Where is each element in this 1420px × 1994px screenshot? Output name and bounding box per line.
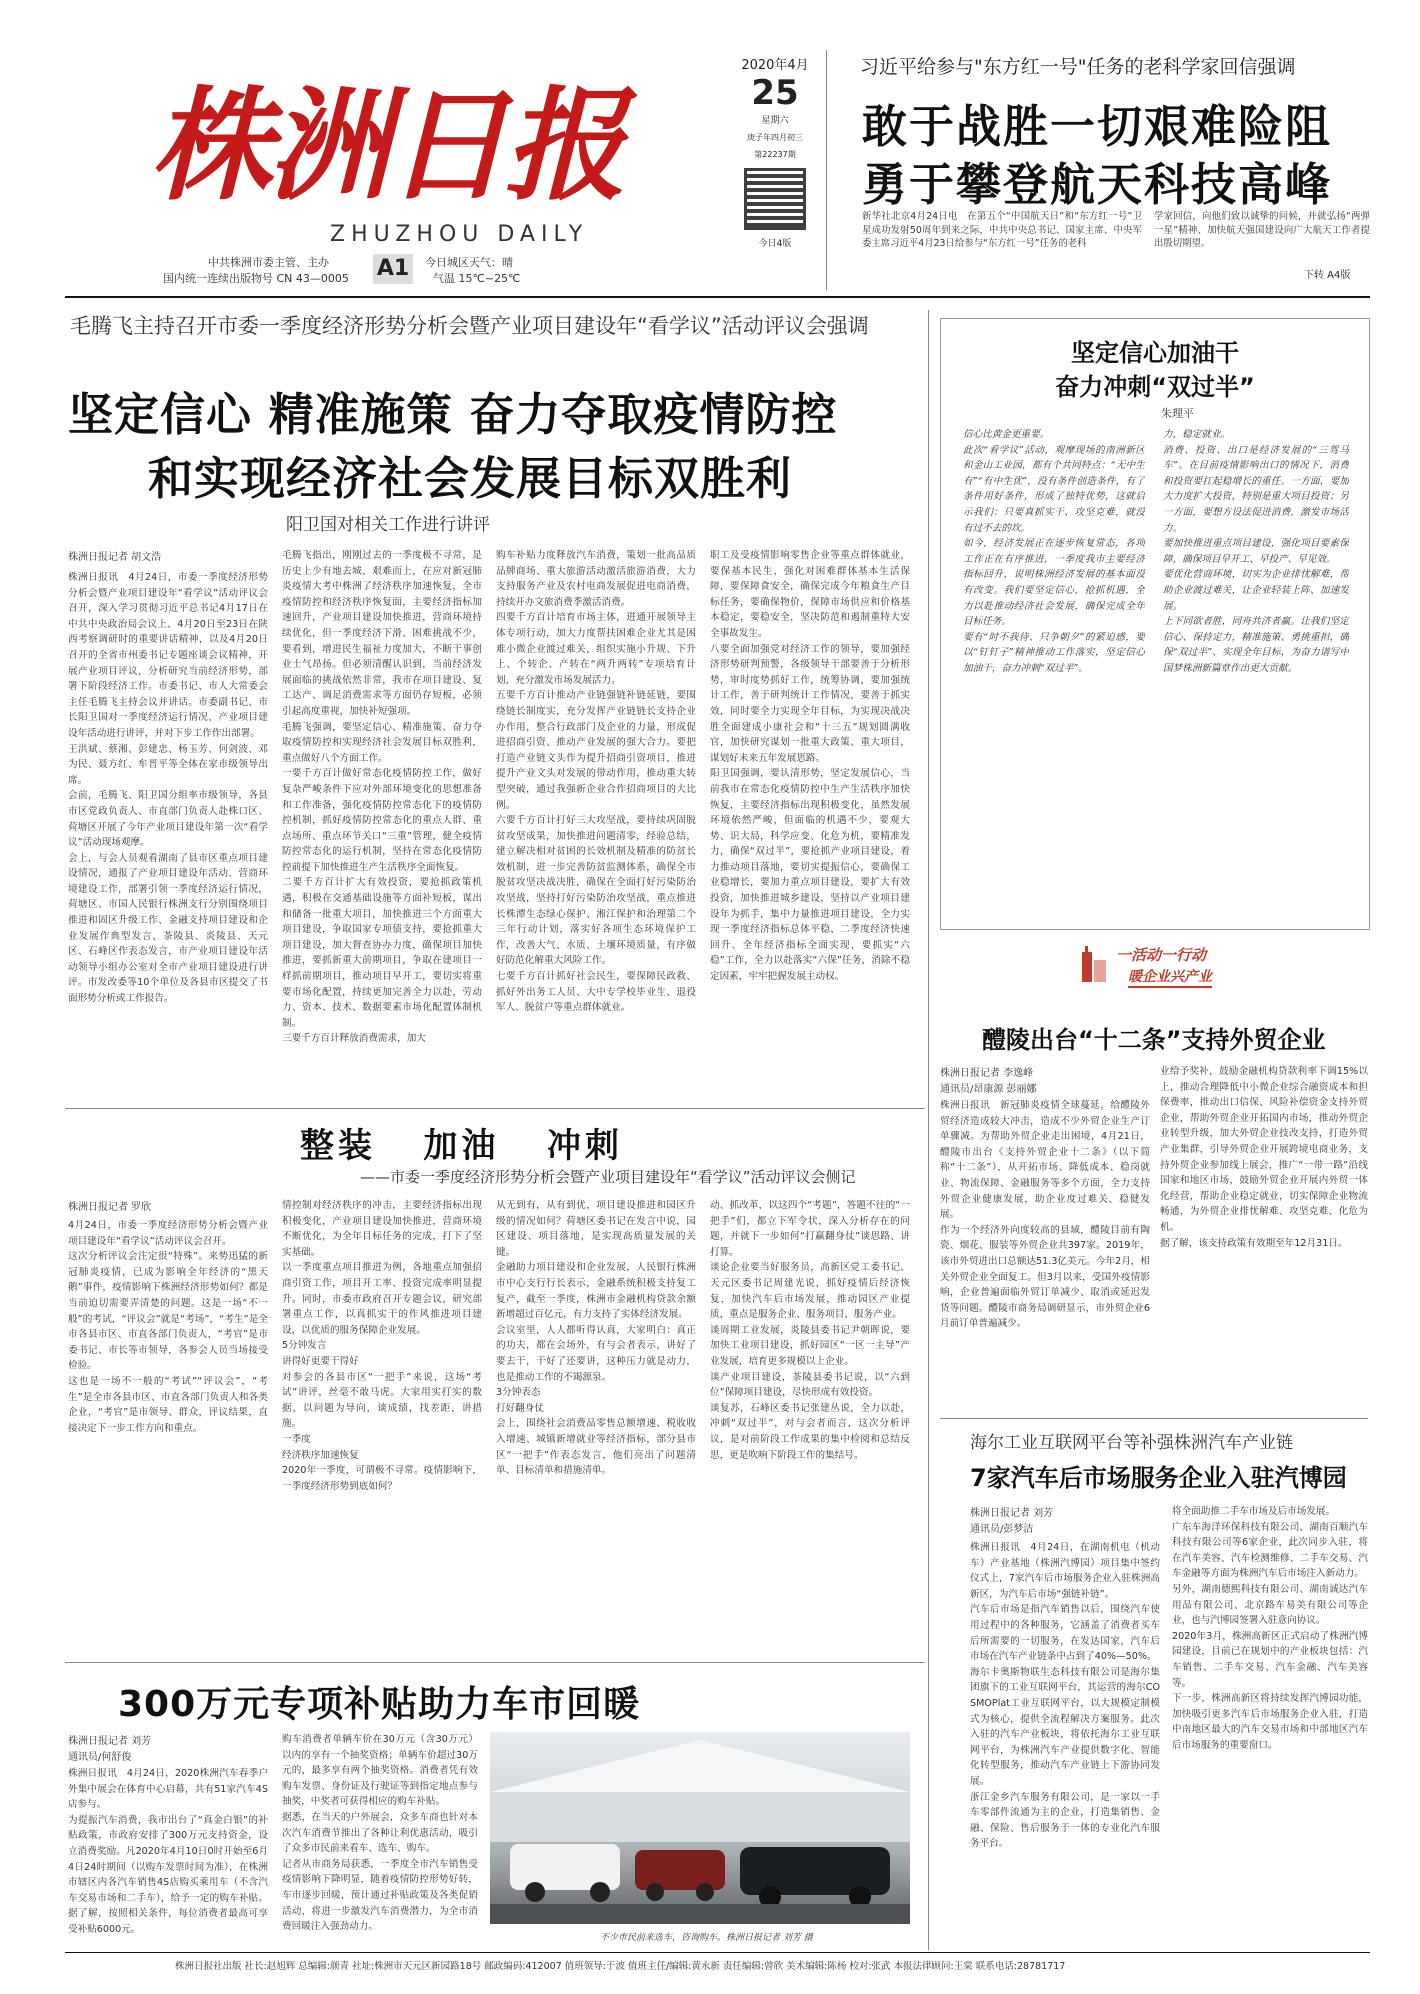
auto-platform-headline: 7家汽车后市场服务企业入驻汽博园 bbox=[970, 1464, 1347, 1492]
factory-icon bbox=[1080, 946, 1108, 984]
editorial-box bbox=[940, 318, 1370, 930]
bottom-divider-right bbox=[928, 1420, 929, 1950]
feature-subhead: ——市委一季度经济形势分析会暨产业项目建设年“看学议”活动评议会侧记 bbox=[360, 1168, 856, 1186]
industry-col2: 业给予奖补，鼓励金融机构贷款利率下调15%以上，推动合理降低中小微企业综合融资成本和担保费率，推动出口信保、风险补偿资金支持外贸企业，帮助外贸企业开拓国内市场，推动外贸企业转型升级，加大外贸企业技改支持，打造外贸产业集群，引导外贸企业开展跨境电商业务，支持外贸企业参加线上展会，推广“一带一路”沿线国家和地区市场，鼓励外贸企业开展内外贸一体化经营，帮助企业稳定就业，切实保障企业物流畅通，为外贸企业排忧解难、攻坚克难、化危为机。 据了解，该支持政策有效期至年12月31日。 bbox=[1160, 1066, 1368, 1249]
header-rule bbox=[65, 296, 1370, 298]
auto-platform-col1: 株洲日报讯 4月24日，在湖南机电（机动车）产业基地（株洲汽博园）项目集中签约仪式上，7家汽车后市场服务企业入驻株洲高新区，为汽车后市场“强链补链”。 汽车后市场是指汽车销售以后，围绕汽车使用过程中的各种服务，它涵盖了消费者买车后所需要的一切服务，在发达国家，汽车后市场在汽车产业链条中占到了40%—50%。 海尔卡奥斯物联生态科技有限公司是海尔集团旗下的工业互联网平台，其运营的海尔COSMOPlat工业互联网平台，以大规模定制模式为核心，提供全流程解决方案服务。此次入驻的汽车产业板块，将依托海尔工业互联网平台，为株洲汽车产业提供数字化、智能化转型服务，推动汽车产业链上下游协同发展。 浙江金乡汽车服务有限公司，是一家以一手车零部件流通为主的企业，打造集销售、金融、保险、售后服务于一体的专业化汽车服务平台。 bbox=[970, 1542, 1160, 1850]
masthead-title: 株洲日报 bbox=[150, 73, 622, 217]
auto-platform-col2: 将全面助推二手车市场及后市场发展。 广东车海洋环保科技有限公司、湖南百顺汽车科技有限公司等6家企业，此次同步入驻，将在汽车美容、汽车检测维修、二手车交易、汽车金融等方面为株洲汽车后市场注入新动力。 另外，湖南德熙科技有限公司、湖南诚达汽车用品有限公司、北京路车易美有限公司等企业，也与汽博园签署入驻意向协议。 2020年3月，株洲高新区正式启动了株洲汽博园建设，目前已在规划中的产业板块包括：汽车销售、二手车交易、汽车金融、汽车美容等。 下一步，株洲高新区将持续发挥汽博园功能，加快吸引更多汽车后市场服务企业入驻，打造中南地区最大的汽车交易市场和中部地区汽车后市场服务的重要窗口。 bbox=[1172, 1506, 1368, 1751]
weekday: 星期六 bbox=[761, 116, 789, 126]
industry-headline: 醴陵出台“十二条”支持外贸企业 bbox=[982, 1026, 1326, 1054]
lead-col1: 株洲日报讯 4月24日，市委一季度经济形势分析会暨产业项目建设年“看学议”活动评议会召开，深入学习贯彻习近平总书记4月17日在中共中央政治局会议上、4月20日至23日在陕西考察调研时的重要讲话精神，以及4月20日召开的全省市州委书记专题座谈会议精神，开展产业项目评议，分析研究当前经济形势，部署下阶段经济工作。市委书记、市人大常委会主任毛腾飞主持会议并讲话。市委副书记、市长阳卫国对一季度经济运行情况、产业项目建设年活动进行讲评，并对下步工作作出部署。 王洪斌、蔡湘、彭建忠、杨玉芳、何剑波、邓为民、聂方红、牟晋平等全体在家市级领导出席。 会前，毛腾飞、阳卫国分组率市级领导，各县市区党政负责人、市直部门负责人赴株口区、荷塘区开展了今年产业项目建设年第一次“看学议”活动现场观摩。 会上，与会人员观看湖南了县市区重点项目建设情况，通报了产业项目建设年活动、营商环境建设工作，部署引领一季度经济运行情况，荷塘区、市国人民银行株洲支行分别围绕项目推进和固区升级工作、金融支持项目建设和企业发展作典型发言，茶陵县、炎陵县、天元区、石峰区作表态发言，市产业项目建设年活动领导小组办公室对全市产业项目建设进行讲评。市发改委等10个单位及各县市区提交了书面形势分析或工作报告。 bbox=[68, 572, 268, 1005]
lead-headline1: 坚定信心 精准施策 奋力夺取疫情防控 bbox=[68, 388, 838, 441]
weather-line2: 气温 15℃~25℃ bbox=[433, 272, 521, 285]
industry-byline2: 通讯员/昂康源 彭丽娜 bbox=[940, 1084, 1037, 1095]
editorial-col1: 信心比黄金更重要。 此次“看学议”活动，观摩现场的南洲新区和金山工业园，都有个共同特点：“无中生有”“有中生优”，没有条件创造条件，有了条件用好条件，形成了独特优势，这就启示我们：只要真抓实干、攻坚克难，就没有过不去的坎。 如今，经济发展正在逐步恢复常态，各项工作正在有序推进，一季度我市主要经济指标回升，说明株洲经济发展的基本面没有改变。我们要坚定信心，抢抓机遇，全力以赴推动经济社会发展，确保完成全年目标任务。 要有“时不我待、只争朝夕”的紧迫感，要以“钉钉子”精神推动工作落实，坚定信心加油干，奋力冲刺“双过半”。 bbox=[963, 429, 1145, 674]
lead-col3: 购车补贴力度释放汽车消费，策划一批高品质品牌商场、重大旅游活动激活旅游消费，大力支持服务产业及农村电商发展促进电商消费，持续开办文旅消费季激活消费。 四要千方百计培育市场主体，进通开展领导主体专项行动，加大力度帮扶困难企业尤其是困难小微企业渡过难关，组织实施小升规、下升上、个转企、产转在“两升两转”专项培育计划，充分激发市场发展活力。 五要千方百计推动产业链强链补链延链，要围绕链长制度实，充分发挥产业链链长支持企业办作用，整合行政部门及企业的力量，形成促进招商引资、推动产业发展的强大合力。要把打造产业链文头作为提升招商引资项目，推进提升产业文头对发展的带动作用，推动重大转型突破，通过我强新企业合作招商项目的大比例。 六要千方百计打好三大攻坚战，要持续巩固脱贫攻坚成果，加快推进问题清零，经验总结，建立解决相对贫困的长效机制及精准的防贫长效机制，进一步完善防贫监测体系，确保全市脱贫攻坚决战决胜，确保在全面打好污染防治攻坚战，坚持打好污染防治攻坚战，重点推进长株潭生态绿心保护、湘江保护和治理第二个三年行动计划，落实好各项生态环境保护工作，改善大气、水质、土壤环境质量，有序做好防范化解重大风险工作。 七要千方百计抓好社会民生，要保障民政救、抓好外出务工人员、大中专学校毕业生、退役军人、脱贫户等重点群体就业。 bbox=[496, 550, 696, 1014]
feature-col4: 动、抓改革，以这四个“考题”，答题不往的“一把手”们，都立下军令状，深入分析存在的问题，并就下一步如何“打赢翻身仗”谈思路、讲打算。 谈论企业要当好服务员，高新区党工委书记、天元区委书记周建光说，抓好疫情后经济恢复，加快汽车后市场发展，推动园区产业提质，重点是服务企业、服务项目、服务产业。 谈周期工业发展，炎陵县委书记尹朝晖说，要加快工业项目建设，抓好园区“一区一主导”产业发展，培育更多规模以上企业。 谈产业项目建设，茶陵县委书记说，以“六到位”保障项目建设，尽快形成有效投资。 谈复苏，石峰区委书记张建丛说，全力以赴，冲刺“双过半”，对与会者而言，这次分析评议，是对前阶段工作成果的集中检阅和总结反思，更是吹响下阶段工作的集结号。 bbox=[710, 1200, 910, 1461]
lead-byline: 株洲日报记者 胡文浩 bbox=[68, 552, 162, 563]
lead-col2: 毛腾飞指出，刚刚过去的一季度极不寻常，是历史上少有地去城、艰难而上，在应对新冠肺炎疫情大考中株洲了经济秩序加速恢复，全市疫情防控和经济秩序恢复面，主要经济指标加速回升，产业项目建设加快推进，营商环境持续优化，但一季度经济下滑、困难挑战不少，要看到，增进民生福祉力度加大，不断干事创业士气昂扬。但必须清醒认识到，当前经济发展面临的挑战依然非常，我市在项目建设、复工达产、调足消费需求等方面仍存短板，必须引起高度重视，加快补短强项。 毛腾飞强调，要坚定信心、精准施策、奋力夺取疫情防控和实现经济社会发展目标双胜利，重点做好八个方面工作。 一要千方百计做好常态化疫情防控工作，做好复杂严峻条件下应对外部环境变化的思想准备和工作准备，强化疫情防控常态化下的疫情防控机制，抓好疫情防控常态化的重点人群、重点场所、重点环节关口“三重”管理，健全疫情防控常态化的运行机制，坚持在常态化疫情防控前提下加快推进生产生活秩序全面恢复。 二要千方百计扩大有效投资，要抢抓政策机遇，积极在交通基础设施等方面补短板，谋出和储备一批重大项目，加快推进三个方面重大项目建设，争取国家专项债支持，要抢抓重大项目建设，加大督查协办力度，确保项目加快推进，要抓新重大前期项目，争取在建项目一样抓前期项目，推动项目早开工，要切实将重要市场化配置，持续更加完善全力以赴，劳动力、资本、技术、数据要素市场化配置体制机制。 三要千方百计释放消费需求，加大 bbox=[282, 550, 482, 1045]
feature-top-rule bbox=[65, 1108, 925, 1109]
footer-text: 株洲日报社出版 社长:赵旭辉 总编辑:颜青 社址:株洲市天元区新园路18号 邮政编码:412007 值班领导:于波 值班主任/编辑:黄永新 责任编辑:曾欣 美术编辑:陈杨 校对:张武 本报法律顾问:王棠 联系电话:28781717 bbox=[175, 1961, 1066, 1972]
feature-byline: 株洲日报记者 罗欣 bbox=[68, 1202, 152, 1213]
car-show-photo bbox=[490, 1732, 910, 1924]
subsidy-byline1: 株洲日报记者 刘芳 bbox=[68, 1736, 152, 1747]
editorial-headline2: 奋力冲刺“双过半” bbox=[1055, 373, 1255, 401]
date-day: 25 bbox=[751, 73, 799, 113]
lunar-date: 庚子年四月初三 bbox=[747, 133, 803, 142]
editorial-col2: 力，稳定就业。 消费、投资、出口是经济发展的“三驾马车”。在目前疫情影响出口的情况下，消费和投资要扛起稳增长的重任。一方面，要加大力度扩大投资，特别是重大项目投资；另一方面，要想方设法促进消费，激发市场活力。 要加快推进重点项目建设，强化项目要素保障，确保项目早开工、早投产、早见效。 要优化营商环境，切实为企业排忧解难，帮助企业渡过难关，让企业轻装上阵、加速发展。 上下同欲者胜，同舟共济者赢。让我们坚定信心、保持定力，精准施策、勇挑重担，确保“双过半”、实现全年目标，为奋力谱写中国梦株洲新篇章作出更大贡献。 bbox=[1163, 429, 1349, 674]
lead-headline2: 和实现经济社会发展目标双胜利 bbox=[148, 452, 793, 505]
qr-code bbox=[744, 168, 806, 230]
feature-col2: 情控制对经济秩序的冲击，主要经济指标出现积极变化，产业项目建设加快推进，营商环境不断优化，为全年目标任务的完成，打下了坚实基础。 以一季度重点项目推进为例，各地重点加强招商引资工作，项目开工率、投资完成率明显提升。同时，市委市政府召开专题会议，研究部署重点工作，以真抓实干的作风推进项目建设，以优质的服务保障企业发展。 5分钟发言 讲得好更要干得好 对参会的各县市区“一把手”来说，这场“考试”讲评，丝毫不敢马虎。大家用实打实的数据，以问题为导向，谈成绩，找差距，讲措施。 一季度 经济秩序加速恢复 2020年一季度，可谓极不寻常。疫情影响下，一季度经济形势到底如何？ bbox=[282, 1200, 482, 1492]
photo-caption: 不少市民前来选车，咨询购车。株洲日报记者 刘芳 摄 bbox=[600, 1933, 813, 1943]
top-story-col1: 新华社北京4月24日电 在第五个“中国航天日”和“东方红一号”卫星成功发射50周年到来之际，中共中央总书记、国家主席、中央军委主席习近平4月23日给参与“东方红一号”任务的老科 bbox=[862, 211, 1142, 249]
editorial-author: 朱理平 bbox=[1161, 407, 1194, 420]
auto-platform-kicker: 海尔工业互联网平台等补强株洲汽车产业链 bbox=[970, 1433, 1293, 1453]
subsidy-col2: 购车消费者单辆车价在30万元（含30万元）以内的享有一个抽奖资格；单辆车价超过30万元的，最多享有两个抽奖资格。消费者凭有效购车发票、身份证及行驶证等到指定地点参与抽奖，中奖者可获得相应的购车补贴。 据悉，在当天的户外展会，众多车商也针对本次汽车消费节推出了各种让利优惠活动，吸引了众多市民前来看车、选车、购车。 记者从市商务局获悉，一季度全市汽车销售受疫情影响下降明显，随着疫情防控形势好转，车市逐步回暖，预计通过补贴政策及各类促销活动，将进一步激发汽车消费潜力，为全市消费回暖注入强劲动力。 bbox=[282, 1734, 478, 1933]
top-story-kicker: 习近平给参与"东方红一号"任务的老科学家回信强调 bbox=[860, 56, 1296, 78]
feature-headline: 整装 加油 冲刺 bbox=[300, 1126, 624, 1166]
weather-line1: 今日城区天气：晴 bbox=[425, 256, 513, 269]
top-story-headline1: 敢于战胜一切艰难险阻 bbox=[862, 100, 1333, 153]
feature-col1: 4月24日，市委一季度经济形势分析会暨产业项目建设年“看学议”活动评议会召开。 这次分析评议会注定很“特殊”。来势迅猛的新冠肺炎疫情，已成为影响全年经济的“黑天鹅”事件，疫情影响下株洲经济形势如何？都是当前迫切需要弄清楚的问题。这是一场“不一般”的考试，“评议会”就是“考场”，“考生”是全市各县市区、市直各部门负责人，“考官”是市委书记、市长等市领导，各参会人员当场接受检验。 这也是一场不一般的“考试”“评议会”，“考生”是全市各县市区、市直各部门负责人和各类企业，“考官”是市领导、群众，评议结果，直接决定下一步工作方向和重点。 bbox=[68, 1220, 268, 1434]
industry-byline1: 株洲日报记者 李逸峰 bbox=[940, 1068, 1034, 1079]
lead-col4: 职工及受疫情影响零售企业等重点群体就业，要保基本民生，强化对困难群体基本生活保障，要保障食安全，确保完成今年粮食生产目标任务，要确保物价，保障市场供应和价格基本稳定，要稳安全，坚决防范和遏制重特大安全事故发生。 八要全面加强党对经济工作的领导，要加强经济形势研判预警，各级领导干部要善于分析形势，审时度势抓好工作，统筹协调，要加强统计工作，善于研判统计工作情况，要善于抓实效，同时要全力实现全年目标，为实现决战决胜全面建成小康社会和“十三五”规划圆满收官，加快研究谋划一批重大政策、重大项目，谋划好未来五年发展思路。 阳卫国强调，要认清形势，坚定发展信心，当前我市在常态化疫情防控中生产生活秩序加快恢复，主要经济指标出现积极变化，虽然发展环境依然严峻，但面临的机遇不少，要观大势、识大局，科学应变、化危为机，要精准发力，确保“双过半”，要抢抓产业项目建设，着力推动项目落地，要切实提振信心，要确保工业稳增长，要加力重点项目建设，要扩大有效投资，加快推进城乡建设，坚持以产业项目建设年为抓手，集中力量推进项目建设，全力实现一季度经济指标总体平稳、二季度经济快速回升、全年经济指标全面实现，要抓实“六稳”工作，全力以赴落实“六保”任务，消除不稳定因素，牢牢把握发展主动权。 bbox=[710, 550, 910, 983]
page-count: 今日4版 bbox=[758, 239, 792, 249]
industry-badge bbox=[1080, 940, 1260, 1000]
top-story-col2: 学家回信，向他们致以诚挚的问候，并就弘扬“两弹一星”精神、加快航天强国建设向广大航天工作者提出殷切期望。 bbox=[1154, 211, 1370, 249]
top-story-turn: 下转 A4版 bbox=[1304, 270, 1351, 281]
date-block bbox=[730, 50, 820, 290]
feature-col3: 从无到有，从有到优，项目建设推进和园区升级的情况如何？荷塘区委书记在发言中说，园区建设、项目落地，是实现高质量发展的关键。 金融助力项目建设和企业发展，人民银行株洲市中心支行行长表示，金融系统积极支持复工复产，截至一季度，株洲市金融机构贷款余额新增超过百亿元，有力支持了实体经济发展。 会议室里，人人都听得认真，大家明白：真正的功夫，都在会场外，有与会者表示，讲好了要去干，干好了还要讲，这种压力就是动力，也是推动工作的不竭源泉。 3分钟表态 打好翻身仗 会上，围绕社会消费品零售总额增速、税收收入增速、城镇新增就业等经济指标，部分县市区“一把手”作表态发言，他们亮出了问题清单、目标清单和措施清单。 bbox=[496, 1200, 696, 1477]
subsidy-headline: 300万元专项补贴助力车市回暖 bbox=[118, 1684, 641, 1725]
subsidy-top-rule bbox=[65, 1662, 925, 1663]
industry-col1: 株洲日报讯 新冠肺炎疫情全球蔓延，给醴陵外贸经济造成较大冲击，造成不少外贸企业生产订单骤减。为帮助外贸企业走出困境，4月21日，醴陵市出台《支持外贸企业十二条》（以下简称“十二条”），从开拓市场、降低成本、稳岗就业、物流保障、金融服务等多个方面，全力支持外贸企业健康发展，助企业度过难关、稳健发展。 作为一个经济外向度较高的县域，醴陵目前有陶瓷、烟花、服装等外贸企业共397家。2019年，该市外贸进出口总额达51.3亿美元。今年2月，相关外贸企业全面复工。但3月以来，受国外疫情影响，企业普遍面临外贸订单减少、取消或延迟发货等问题。醴陵市商务局调研显示，市外贸企业6月前订单普遍减少。 bbox=[940, 1100, 1150, 1330]
date-divider bbox=[826, 50, 827, 290]
masthead-english: ZHUZHOU DAILY bbox=[330, 222, 589, 247]
lead-subhead: 阳卫国对相关工作进行讲评 bbox=[286, 515, 490, 535]
lead-kicker: 毛腾飞主持召开市委一季度经济形势分析会暨产业项目建设年“看学议”活动评议会强调 bbox=[70, 314, 869, 338]
footer-rule bbox=[65, 1952, 1370, 1953]
masthead-org-line1: 中共株洲市委主管、主办 bbox=[208, 256, 329, 269]
editorial-headline1: 坚定信心加油干 bbox=[1071, 339, 1239, 367]
masthead-org-line2: 国内统一连续出版物号 CN 43—0005 bbox=[163, 272, 349, 285]
industry-badge-line2: 暖企业兴产业 bbox=[1128, 966, 1212, 988]
issue-number: 第22237期 bbox=[754, 150, 796, 159]
auto-platform-byline2: 通讯员/彭梦洁 bbox=[970, 1524, 1034, 1535]
subsidy-byline2: 通讯员/何舒俊 bbox=[68, 1752, 132, 1763]
subsidy-col1: 株洲日报讯 4月24日，2020株洲汽车春季户外集中展会在体育中心启幕，共有51家汽车4S店参与。 为提振汽车消费，我市出台了“真金白银”的补贴政策，市政府安排了300万元支持资金，设立消费奖励。凡2020年4月10日0时开始至6月4日24时期间（以购车发票时间为准），在株洲市辖区内各汽车销售4S店购买乘用车（不含汽车交易市场和二手车），给予一定的购车补贴。据了解，按照相关条件，每位消费者最高可享受补贴6000元。 bbox=[68, 1768, 268, 1935]
industry-badge-line1: 一活动一行动 bbox=[1116, 946, 1207, 964]
date-year-month: 2020年4月 bbox=[741, 58, 809, 73]
edition-badge: A1 bbox=[373, 254, 413, 284]
masthead bbox=[130, 60, 720, 280]
industry-bottom-rule bbox=[940, 1418, 1368, 1419]
top-story-headline2: 勇于攀登航天科技高峰 bbox=[862, 158, 1333, 211]
auto-platform-byline1: 株洲日报记者 刘芳 bbox=[970, 1508, 1054, 1519]
